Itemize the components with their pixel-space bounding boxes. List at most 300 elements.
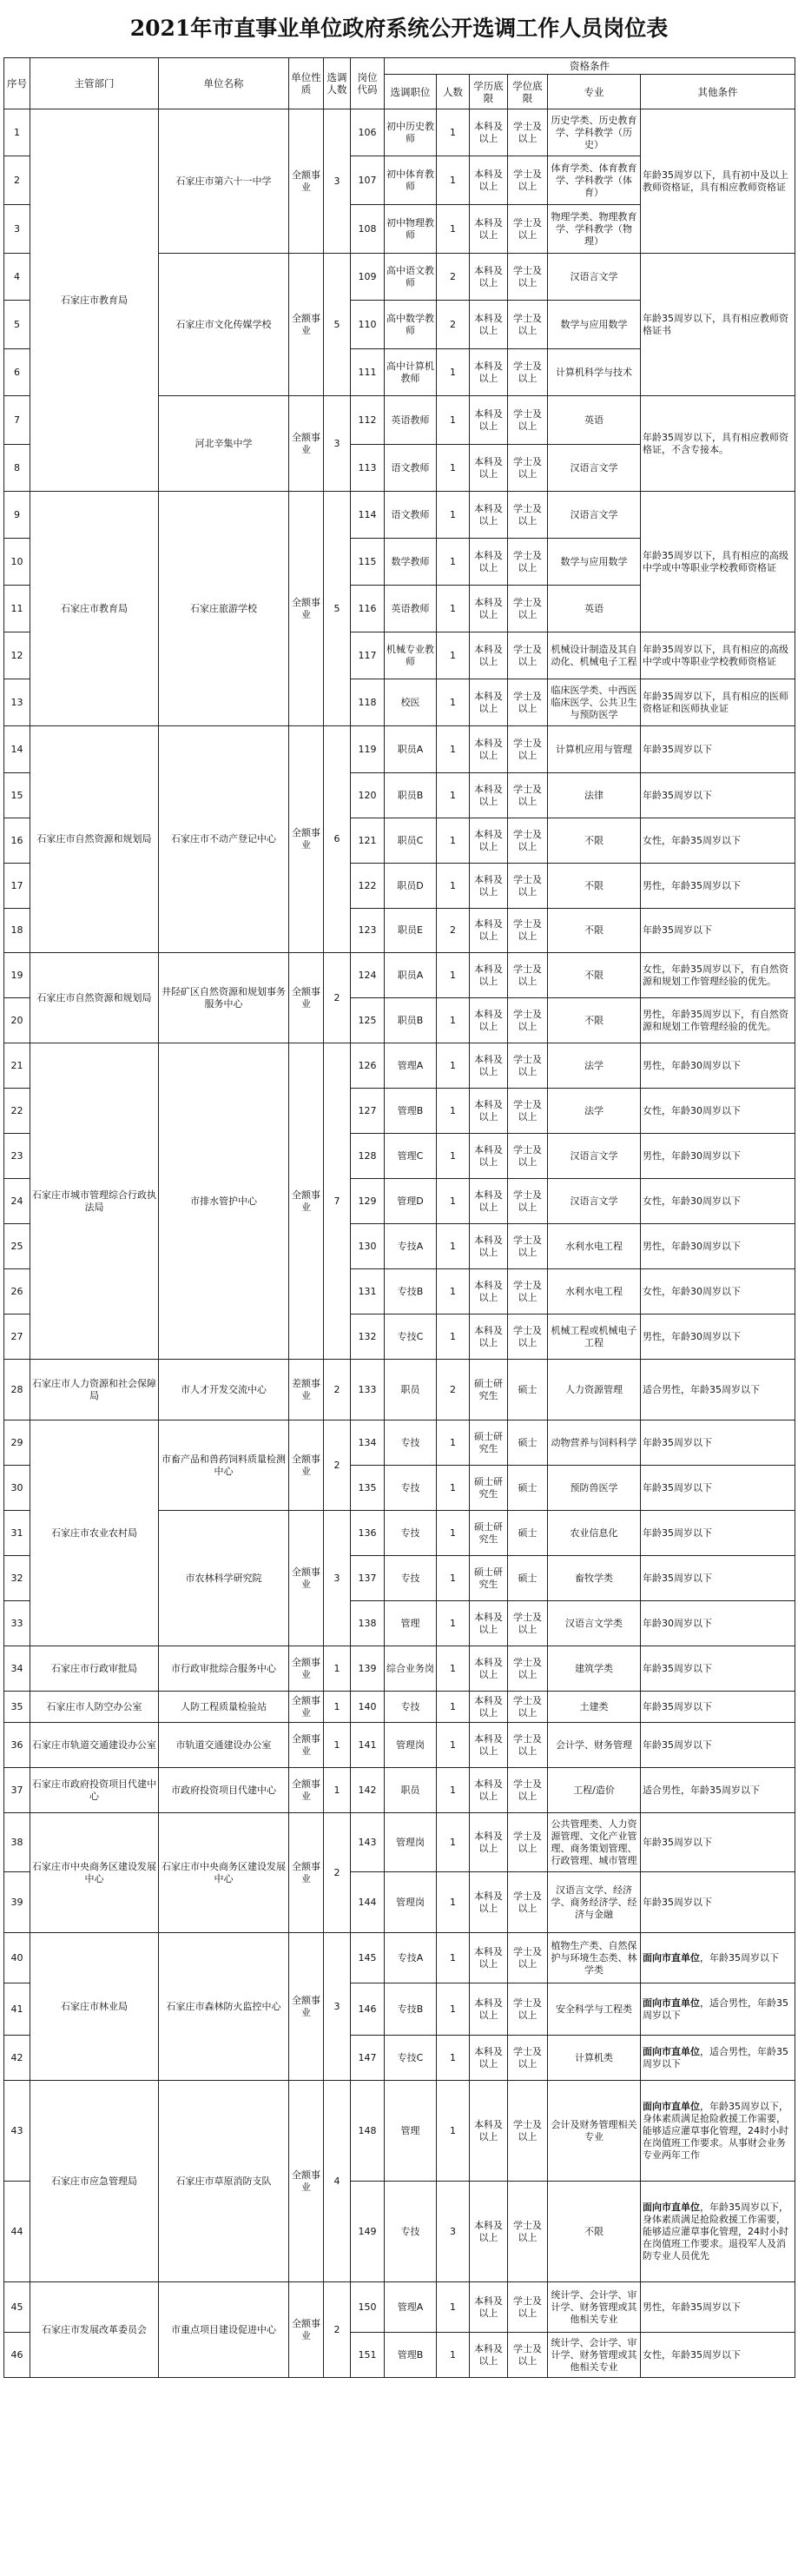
position-cell: 管理D <box>385 1179 437 1224</box>
position-cell: 英语教师 <box>385 396 437 445</box>
seq-cell: 39 <box>4 1872 30 1933</box>
other-text: 男性，年龄35周岁以下 <box>643 2301 741 2313</box>
education-cell: 本科及以上 <box>470 1692 508 1723</box>
count-cell: 1 <box>437 1179 470 1224</box>
position-cell: 综合业务岗 <box>385 1646 437 1692</box>
seq-cell: 46 <box>4 2333 30 2378</box>
major-cell: 计算机科学与技术 <box>548 349 641 396</box>
other-cell <box>641 254 795 396</box>
count-cell: 1 <box>437 1224 470 1269</box>
other-cell <box>641 998 795 1043</box>
unit-cell: 河北辛集中学 <box>159 396 289 492</box>
seq-cell: 14 <box>4 726 30 773</box>
degree-cell: 学士及以上 <box>508 818 548 864</box>
seq-cell: 28 <box>4 1360 30 1420</box>
header-degree: 学位底限 <box>508 75 548 109</box>
other-text: 适合男性，年龄35周岁以下 <box>643 1383 760 1395</box>
code-cell: 117 <box>351 632 385 679</box>
seq-cell: 45 <box>4 2282 30 2333</box>
position-cell: 专技C <box>385 1314 437 1360</box>
position-cell: 管理岗 <box>385 1723 437 1768</box>
unit-cell: 市人才开发交流中心 <box>159 1360 289 1420</box>
position-cell: 管理 <box>385 2081 437 2182</box>
position-cell: 职员C <box>385 818 437 864</box>
code-cell: 121 <box>351 818 385 864</box>
major-cell: 畜牧学类 <box>548 1556 641 1601</box>
education-cell: 本科及以上 <box>470 156 508 205</box>
major-cell: 建筑学类 <box>548 1646 641 1692</box>
other-cell <box>641 1043 795 1089</box>
degree-cell: 学士及以上 <box>508 1933 548 1983</box>
code-cell: 122 <box>351 864 385 909</box>
count-cell: 1 <box>437 818 470 864</box>
other-cell <box>641 2333 795 2378</box>
code-cell: 140 <box>351 1692 385 1723</box>
other-cell <box>641 1134 795 1179</box>
seq-cell: 44 <box>4 2182 30 2282</box>
seq-cell: 4 <box>4 254 30 301</box>
count-cell: 1 <box>437 1043 470 1089</box>
major-cell: 汉语言文学 <box>548 445 641 492</box>
other-cell <box>641 726 795 773</box>
count-cell: 1 <box>437 2081 470 2182</box>
dept-cell: 石家庄市农业农村局 <box>30 1420 159 1646</box>
other-cell <box>641 1224 795 1269</box>
other-cell <box>641 109 795 254</box>
education-cell: 本科及以上 <box>470 1983 508 2036</box>
seq-cell: 9 <box>4 492 30 539</box>
nature-cell: 全额事业 <box>289 1933 324 2081</box>
other-cell <box>641 396 795 492</box>
degree-cell: 学士及以上 <box>508 586 548 632</box>
major-cell: 汉语言文学 <box>548 1179 641 1224</box>
seq-cell: 40 <box>4 1933 30 1983</box>
code-cell: 139 <box>351 1646 385 1692</box>
seq-cell: 18 <box>4 909 30 953</box>
quota-cell: 2 <box>324 953 351 1043</box>
code-cell: 137 <box>351 1556 385 1601</box>
other-text: 年龄35周岁以下 <box>643 1896 712 1908</box>
major-cell: 历史学类、历史教育学、学科教学（历史） <box>548 109 641 156</box>
seq-cell: 20 <box>4 998 30 1043</box>
education-cell: 本科及以上 <box>470 396 508 445</box>
education-cell: 本科及以上 <box>470 1601 508 1646</box>
count-cell: 1 <box>437 1314 470 1360</box>
table-row <box>4 953 795 998</box>
other-text: 年龄35周岁以下，具有初中及以上教师资格证，具有相应教师资格证 <box>643 169 788 193</box>
unit-cell: 石家庄市文化传媒学校 <box>159 254 289 396</box>
dept-cell: 石家庄市自然资源和规划局 <box>30 953 159 1043</box>
other-text: 女性，年龄35周岁以下 <box>643 2348 741 2361</box>
header-position: 选调职位 <box>385 75 437 109</box>
education-cell: 本科及以上 <box>470 773 508 818</box>
education-cell: 本科及以上 <box>470 1089 508 1134</box>
degree-cell: 硕士 <box>508 1556 548 1601</box>
education-cell: 本科及以上 <box>470 2182 508 2282</box>
code-cell: 144 <box>351 1872 385 1933</box>
position-cell: 职员B <box>385 773 437 818</box>
degree-cell: 学士及以上 <box>508 1646 548 1692</box>
other-text: ，年龄35周岁以下，身体素质满足抢险救援工作需要，能够适应灌草事化管理，24时小时在岗值班工作要求。退役军人及消防专业人员优先 <box>643 2201 788 2261</box>
position-cell: 专技A <box>385 1224 437 1269</box>
count-cell: 1 <box>437 1269 470 1314</box>
other-bold-text: 面向市直单位 <box>643 2100 700 2112</box>
table-row <box>4 1768 795 1813</box>
count-cell: 1 <box>437 632 470 679</box>
education-cell: 本科及以上 <box>470 1768 508 1813</box>
education-cell: 本科及以上 <box>470 254 508 301</box>
code-cell: 108 <box>351 205 385 254</box>
header-major: 专业 <box>548 75 641 109</box>
position-cell: 初中体育教师 <box>385 156 437 205</box>
code-cell: 150 <box>351 2282 385 2333</box>
count-cell: 1 <box>437 998 470 1043</box>
other-cell <box>641 2081 795 2182</box>
education-cell: 本科及以上 <box>470 445 508 492</box>
other-cell <box>641 1556 795 1601</box>
seq-cell: 21 <box>4 1043 30 1089</box>
education-cell: 本科及以上 <box>470 205 508 254</box>
position-cell: 专技 <box>385 1692 437 1723</box>
unit-cell: 石家庄市草原消防支队 <box>159 2081 289 2282</box>
dept-cell: 石家庄市自然资源和规划局 <box>30 726 159 953</box>
dept-cell: 石家庄市发展改革委员会 <box>30 2282 159 2378</box>
position-cell: 管理 <box>385 1601 437 1646</box>
seq-cell: 22 <box>4 1089 30 1134</box>
seq-cell: 3 <box>4 205 30 254</box>
major-cell: 不限 <box>548 818 641 864</box>
education-cell: 本科及以上 <box>470 1179 508 1224</box>
degree-cell: 学士及以上 <box>508 1983 548 2036</box>
unit-cell: 市重点项目建设促进中心 <box>159 2282 289 2378</box>
degree-cell: 学士及以上 <box>508 445 548 492</box>
position-cell: 管理B <box>385 1089 437 1134</box>
seq-cell: 17 <box>4 864 30 909</box>
header-dept: 主管部门 <box>30 58 159 109</box>
other-cell <box>641 1511 795 1556</box>
quota-cell: 3 <box>324 109 351 254</box>
other-text: 年龄35周岁以下 <box>643 924 712 936</box>
seq-cell: 19 <box>4 953 30 998</box>
degree-cell: 学士及以上 <box>508 953 548 998</box>
major-cell: 汉语言文学 <box>548 1134 641 1179</box>
other-cell <box>641 1723 795 1768</box>
seq-cell: 29 <box>4 1420 30 1466</box>
position-cell: 职员 <box>385 1768 437 1813</box>
count-cell: 1 <box>437 349 470 396</box>
education-cell: 本科及以上 <box>470 2036 508 2081</box>
seq-cell: 33 <box>4 1601 30 1646</box>
nature-cell: 全额事业 <box>289 1043 324 1360</box>
degree-cell: 硕士 <box>508 1420 548 1466</box>
education-cell: 硕士研究生 <box>470 1360 508 1420</box>
unit-cell: 石家庄市森林防火监控中心 <box>159 1933 289 2081</box>
major-cell: 计算机应用与管理 <box>548 726 641 773</box>
header-seq: 序号 <box>4 58 30 109</box>
education-cell: 本科及以上 <box>470 586 508 632</box>
major-cell: 数学与应用数学 <box>548 301 641 349</box>
major-cell: 英语 <box>548 586 641 632</box>
degree-cell: 学士及以上 <box>508 1692 548 1723</box>
major-cell: 数学与应用数学 <box>548 539 641 586</box>
nature-cell: 全额事业 <box>289 1723 324 1768</box>
other-cell <box>641 1089 795 1134</box>
quota-cell: 2 <box>324 2282 351 2378</box>
other-text: ，适合男性，年龄35周岁以下 <box>643 1997 788 2021</box>
education-cell: 本科及以上 <box>470 109 508 156</box>
position-cell: 数学教师 <box>385 539 437 586</box>
seq-cell: 27 <box>4 1314 30 1360</box>
code-cell: 149 <box>351 2182 385 2282</box>
code-cell: 130 <box>351 1224 385 1269</box>
degree-cell: 学士及以上 <box>508 254 548 301</box>
seq-cell: 34 <box>4 1646 30 1692</box>
code-cell: 131 <box>351 1269 385 1314</box>
education-cell: 本科及以上 <box>470 1813 508 1872</box>
table-row <box>4 1813 795 1872</box>
code-cell: 151 <box>351 2333 385 2378</box>
code-cell: 115 <box>351 539 385 586</box>
seq-cell: 24 <box>4 1179 30 1224</box>
table-row <box>4 1646 795 1692</box>
code-cell: 126 <box>351 1043 385 1089</box>
code-cell: 138 <box>351 1601 385 1646</box>
count-cell: 2 <box>437 254 470 301</box>
education-cell: 硕士研究生 <box>470 1556 508 1601</box>
other-cell <box>641 2282 795 2333</box>
quota-cell: 2 <box>324 1420 351 1511</box>
code-cell: 116 <box>351 586 385 632</box>
other-cell <box>641 492 795 632</box>
major-cell: 法学 <box>548 1043 641 1089</box>
seq-cell: 6 <box>4 349 30 396</box>
dept-cell: 石家庄市林业局 <box>30 1933 159 2081</box>
count-cell: 1 <box>437 1089 470 1134</box>
education-cell: 本科及以上 <box>470 998 508 1043</box>
count-cell: 1 <box>437 2282 470 2333</box>
other-cell <box>641 1813 795 1872</box>
count-cell: 1 <box>437 1872 470 1933</box>
quota-cell: 3 <box>324 1933 351 2081</box>
count-cell: 1 <box>437 1813 470 1872</box>
code-cell: 112 <box>351 396 385 445</box>
seq-cell: 2 <box>4 156 30 205</box>
other-text: 女性，年龄30周岁以下 <box>643 1195 741 1207</box>
degree-cell: 学士及以上 <box>508 349 548 396</box>
position-cell: 专技A <box>385 1933 437 1983</box>
table-row <box>4 1723 795 1768</box>
unit-cell: 市行政审批综合服务中心 <box>159 1646 289 1692</box>
major-cell: 计算机类 <box>548 2036 641 2081</box>
count-cell: 2 <box>437 909 470 953</box>
position-cell: 管理B <box>385 2333 437 2378</box>
count-cell: 1 <box>437 679 470 726</box>
major-cell: 统计学、会计学、审计学、财务管理或其他相关专业 <box>548 2333 641 2378</box>
seq-cell: 8 <box>4 445 30 492</box>
code-cell: 146 <box>351 1983 385 2036</box>
code-cell: 134 <box>351 1420 385 1466</box>
other-text: 年龄35周岁以下，具有相应教师资格证书 <box>643 312 788 336</box>
code-cell: 142 <box>351 1768 385 1813</box>
code-cell: 123 <box>351 909 385 953</box>
count-cell: 1 <box>437 1601 470 1646</box>
education-cell: 本科及以上 <box>470 1269 508 1314</box>
other-text: ，年龄35周岁以下，身体素质满足抢险救援工作需要，能够适应灌草事化管理，24时小时在岗值班工作要求。从事财会业务专业两年工作 <box>643 2100 788 2161</box>
count-cell: 1 <box>437 1511 470 1556</box>
degree-cell: 学士及以上 <box>508 1179 548 1224</box>
position-cell: 高中计算机教师 <box>385 349 437 396</box>
major-cell: 机械设计制造及其自动化、机械电子工程 <box>548 632 641 679</box>
education-cell: 本科及以上 <box>470 679 508 726</box>
position-cell: 管理C <box>385 1134 437 1179</box>
count-cell: 1 <box>437 1933 470 1983</box>
education-cell: 本科及以上 <box>470 1872 508 1933</box>
table-row <box>4 1043 795 1089</box>
education-cell: 本科及以上 <box>470 492 508 539</box>
unit-cell: 石家庄市第六十一中学 <box>159 109 289 254</box>
seq-cell: 31 <box>4 1511 30 1556</box>
position-cell: 专技 <box>385 1556 437 1601</box>
major-cell: 动物营养与饲料科学 <box>548 1420 641 1466</box>
nature-cell: 全额事业 <box>289 1813 324 1933</box>
degree-cell: 学士及以上 <box>508 2333 548 2378</box>
other-text: 男性，年龄35周岁以下 <box>643 879 741 891</box>
quota-cell: 2 <box>324 1813 351 1933</box>
quota-cell: 3 <box>324 1511 351 1646</box>
other-cell <box>641 1646 795 1692</box>
other-text: 女性，年龄30周岁以下 <box>643 1285 741 1297</box>
count-cell: 1 <box>437 539 470 586</box>
nature-cell: 全额事业 <box>289 2081 324 2282</box>
other-text: 年龄35周岁以下 <box>643 1662 712 1674</box>
position-cell: 职员E <box>385 909 437 953</box>
other-bold-text: 面向市直单位 <box>643 2201 700 2213</box>
other-text: 年龄35周岁以下 <box>643 1738 712 1751</box>
degree-cell: 学士及以上 <box>508 205 548 254</box>
position-cell: 语文教师 <box>385 492 437 539</box>
other-text: 女性，年龄35周岁以下 <box>643 834 741 846</box>
other-cell <box>641 1179 795 1224</box>
other-cell <box>641 1466 795 1511</box>
degree-cell: 学士及以上 <box>508 1723 548 1768</box>
other-cell <box>641 2182 795 2282</box>
seq-cell: 16 <box>4 818 30 864</box>
major-cell: 不限 <box>548 864 641 909</box>
other-text: 年龄35周岁以下，具有相应的高级中学或中等职业学校教师资格证 <box>643 549 788 573</box>
other-text: 年龄35周岁以下 <box>643 789 712 801</box>
seq-cell: 36 <box>4 1723 30 1768</box>
position-cell: 机械专业教师 <box>385 632 437 679</box>
other-cell <box>641 773 795 818</box>
major-cell: 体育学类、体育教育学、学科教学（体育） <box>548 156 641 205</box>
degree-cell: 学士及以上 <box>508 539 548 586</box>
other-text: 适合男性，年龄35周岁以下 <box>643 1784 760 1796</box>
header-code: 岗位代码 <box>351 58 385 109</box>
seq-cell: 11 <box>4 586 30 632</box>
count-cell: 1 <box>437 953 470 998</box>
major-cell: 植物生产类、自然保护与环境生态类、林学类 <box>548 1933 641 1983</box>
code-cell: 147 <box>351 2036 385 2081</box>
count-cell: 2 <box>437 1360 470 1420</box>
education-cell: 本科及以上 <box>470 1723 508 1768</box>
position-cell: 专技 <box>385 1511 437 1556</box>
education-cell: 本科及以上 <box>470 909 508 953</box>
other-bold-text: 面向市直单位 <box>643 1951 700 1963</box>
other-text: ，适合男性，年龄35周岁以下 <box>643 2045 788 2069</box>
other-cell <box>641 818 795 864</box>
seq-cell: 35 <box>4 1692 30 1723</box>
table-row <box>4 492 795 539</box>
degree-cell: 学士及以上 <box>508 1601 548 1646</box>
major-cell: 法学 <box>548 1089 641 1134</box>
education-cell: 本科及以上 <box>470 864 508 909</box>
other-cell <box>641 1314 795 1360</box>
major-cell: 临床医学类、中西医临床医学、公共卫生与预防医学 <box>548 679 641 726</box>
count-cell: 1 <box>437 109 470 156</box>
position-cell: 高中数学教师 <box>385 301 437 349</box>
nature-cell: 全额事业 <box>289 1768 324 1813</box>
code-cell: 120 <box>351 773 385 818</box>
table-row <box>4 1420 795 1466</box>
count-cell: 1 <box>437 726 470 773</box>
other-cell <box>641 2036 795 2081</box>
degree-cell: 学士及以上 <box>508 1134 548 1179</box>
other-cell <box>641 1768 795 1813</box>
quota-cell: 4 <box>324 2081 351 2282</box>
header-unit: 单位名称 <box>159 58 289 109</box>
nature-cell: 全额事业 <box>289 109 324 254</box>
table-row <box>4 2282 795 2333</box>
major-cell: 不限 <box>548 998 641 1043</box>
other-text: 年龄35周岁以下 <box>643 1836 712 1848</box>
education-cell: 本科及以上 <box>470 632 508 679</box>
other-text: 年龄35周岁以下，具有相应的高级中学或中等职业学校教师资格证 <box>643 643 788 667</box>
degree-cell: 硕士 <box>508 1511 548 1556</box>
dept-cell: 石家庄市教育局 <box>30 492 159 726</box>
position-cell: 职员 <box>385 1360 437 1420</box>
major-cell: 不限 <box>548 2182 641 2282</box>
header-nature: 单位性质 <box>289 58 324 109</box>
major-cell: 公共管理类、人力资源管理、文化产业管理、商务策划管理、行政管理、城市管理 <box>548 1813 641 1872</box>
position-cell: 初中历史教师 <box>385 109 437 156</box>
count-cell: 1 <box>437 2333 470 2378</box>
other-cell <box>641 1983 795 2036</box>
other-cell <box>641 864 795 909</box>
count-cell: 1 <box>437 156 470 205</box>
count-cell: 1 <box>437 864 470 909</box>
education-cell: 本科及以上 <box>470 2282 508 2333</box>
degree-cell: 学士及以上 <box>508 109 548 156</box>
other-text: 年龄35周岁以下，具有相应的医师资格证和医师执业证 <box>643 690 788 714</box>
position-cell: 管理岗 <box>385 1872 437 1933</box>
major-cell: 会计学、财务管理 <box>548 1723 641 1768</box>
nature-cell: 全额事业 <box>289 1420 324 1511</box>
seq-cell: 42 <box>4 2036 30 2081</box>
page-title: 2021年市直事业单位政府系统公开选调工作人员岗位表 <box>129 16 669 41</box>
dept-cell: 石家庄市政府投资项目代建中心 <box>30 1768 159 1813</box>
major-cell: 不限 <box>548 909 641 953</box>
code-cell: 114 <box>351 492 385 539</box>
degree-cell: 学士及以上 <box>508 492 548 539</box>
count-cell: 1 <box>437 396 470 445</box>
major-cell: 水利水电工程 <box>548 1269 641 1314</box>
other-text: 女性，年龄30周岁以下 <box>643 1104 741 1116</box>
other-cell <box>641 1420 795 1466</box>
position-cell: 管理A <box>385 2282 437 2333</box>
nature-cell: 全额事业 <box>289 953 324 1043</box>
education-cell: 硕士研究生 <box>470 1420 508 1466</box>
other-text: ，年龄35周岁以下 <box>700 1951 779 1963</box>
